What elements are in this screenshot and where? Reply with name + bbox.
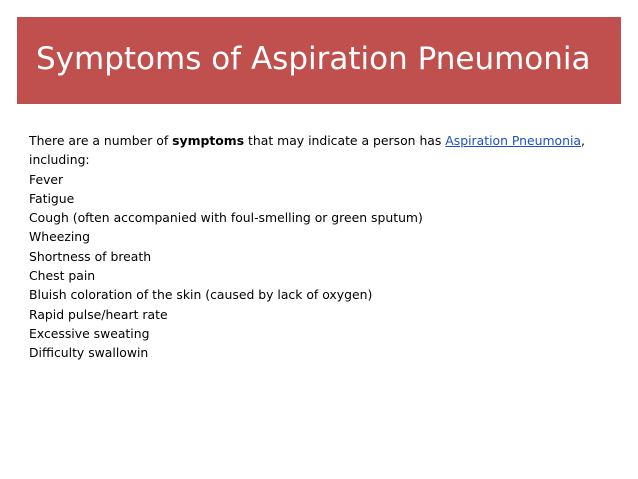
symptom-item: Wheezing xyxy=(29,229,91,245)
intro-text-middle: that may indicate a person has xyxy=(244,133,446,148)
symptom-item: Cough (often accompanied with foul-smelling or green sputum) xyxy=(29,210,423,226)
symptom-item: Excessive sweating xyxy=(29,325,150,341)
intro-continuation: including: xyxy=(29,152,90,168)
intro-text-before: There are a number of xyxy=(29,133,173,148)
symptom-item: Shortness of breath xyxy=(29,248,152,264)
symptom-item: Bluish coloration of the skin (caused by lack of oxygen) xyxy=(29,287,373,303)
slide-title: Symptoms of Aspiration Pneumonia xyxy=(36,41,591,77)
intro-bold-word: symptoms xyxy=(172,133,245,148)
aspiration-pneumonia-link[interactable]: Aspiration Pneumonia xyxy=(445,133,582,148)
symptom-item: Difficulty swallowin xyxy=(29,345,149,361)
symptom-item: Fatigue xyxy=(29,190,75,206)
symptom-item: Rapid pulse/heart rate xyxy=(29,306,168,322)
intro-line xyxy=(29,131,619,150)
intro-text-after: , xyxy=(581,133,585,148)
slide-body xyxy=(29,131,619,363)
title-bar xyxy=(17,17,621,104)
symptom-item: Fever xyxy=(29,171,64,187)
symptom-item: Chest pain xyxy=(29,268,96,284)
